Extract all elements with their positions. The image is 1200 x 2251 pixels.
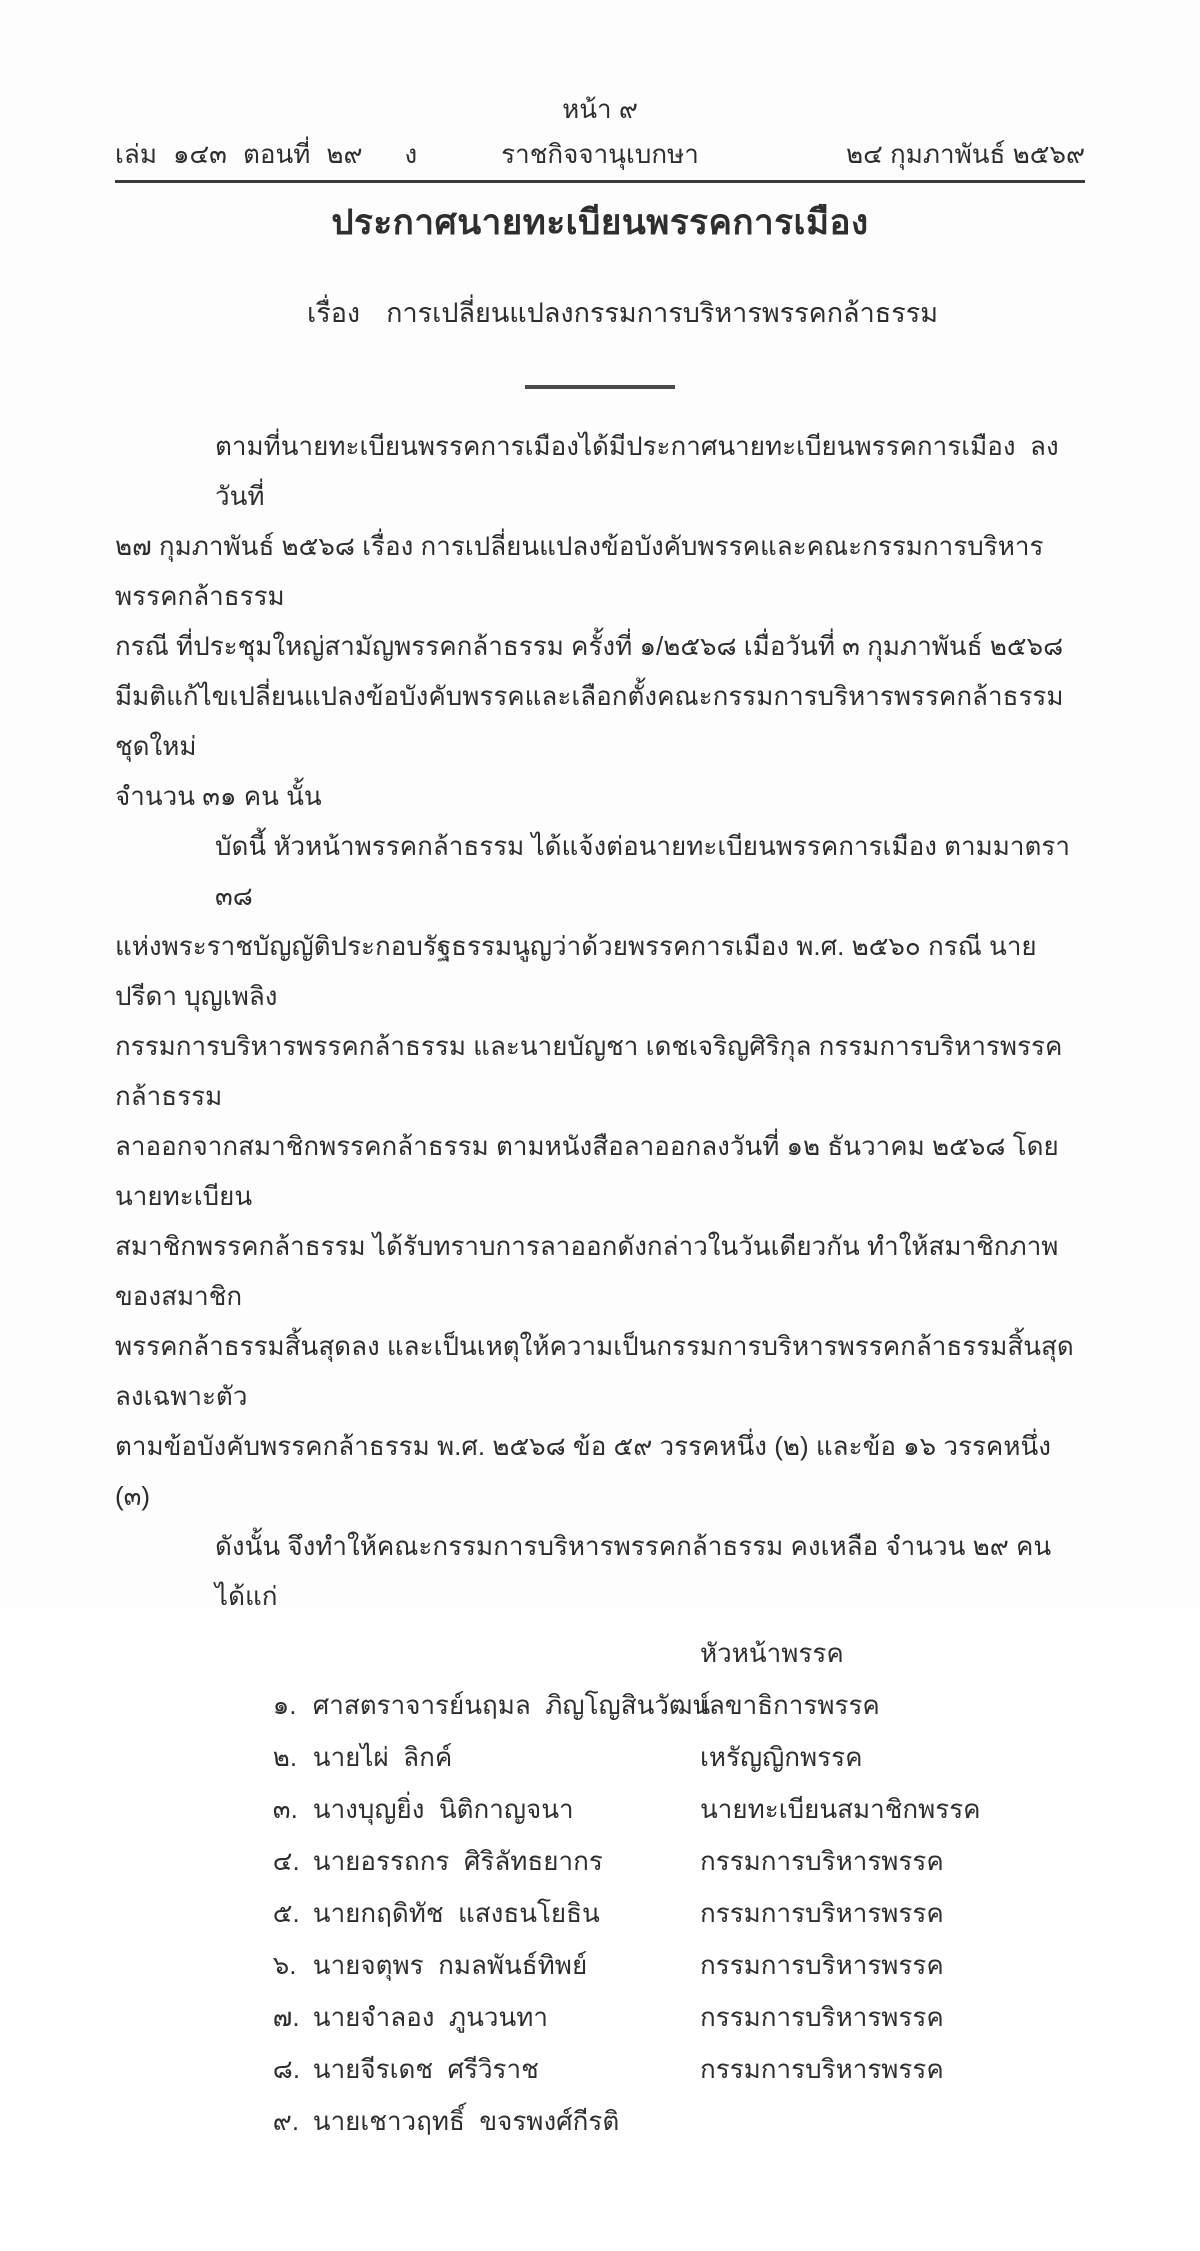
member-name: นายไผ่ ลิกค์ bbox=[312, 1742, 453, 1772]
committee-list bbox=[115, 1627, 1085, 2136]
header-rule bbox=[115, 180, 1085, 183]
member-name: นายเชาวฤทธิ์ ขจรพงศ์กีรติ bbox=[312, 2106, 620, 2136]
body-paragraph-3 bbox=[115, 1521, 1085, 1621]
body-line: บัดนี้ หัวหน้าพรรคกล้าธรรม ได้แจ้งต่อนายทะเบียนพรรคการเมือง ตามมาตรา ๓๘ bbox=[215, 831, 1078, 911]
body-line: พรรคกล้าธรรมสิ้นสุดลง และเป็นเหตุให้ความเป็นกรรมการบริหารพรรคกล้าธรรมสิ้นสุดลงเฉพาะตัว bbox=[115, 1331, 1074, 1411]
title-divider bbox=[525, 385, 675, 389]
member-position: กรรมการบริหารพรรค bbox=[700, 2054, 944, 2084]
body-line: มีมติแก้ไขเปลี่ยนแปลงข้อบังคับพรรคและเลือกตั้งคณะกรรมการบริหารพรรคกล้าธรรมชุดใหม่ bbox=[115, 681, 1064, 761]
member-position: เหรัญญิกพรรค bbox=[700, 1742, 863, 1772]
body-line: กรณี ที่ประชุมใหญ่สามัญพรรคกล้าธรรม ครั้งที่ ๑/๒๕๖๘ เมื่อวันที่ ๓ กุมภาพันธ์ ๒๕๖๘ bbox=[115, 631, 1064, 661]
page-content bbox=[115, 0, 1085, 2136]
member-index: ๒. bbox=[272, 1742, 298, 1772]
part-value: ๒๙ bbox=[326, 139, 363, 169]
member-index: ๓. bbox=[272, 1794, 298, 1824]
doc-subject bbox=[115, 253, 1085, 373]
committee-row bbox=[115, 1835, 1085, 1928]
member-index: ๙. bbox=[272, 2106, 300, 2136]
member-name: นายจีรเดช ศรีวิราช bbox=[312, 2054, 539, 2084]
member-name: นายอรรถกร ศิริลัทธยากร bbox=[312, 1846, 603, 1876]
member-name: นายจตุพร กมลพันธ์ทิพย์ bbox=[312, 1950, 588, 1980]
body-line: กรรมการบริหารพรรคกล้าธรรม และนายบัญชา เดชเจริญศิริกุล กรรมการบริหารพรรคกล้าธรรม bbox=[115, 1031, 1063, 1111]
body-line: ตามที่นายทะเบียนพรรคการเมืองได้มีประกาศนายทะเบียนพรรคการเมือง ลงวันที่ bbox=[215, 431, 1059, 511]
masthead-date: ๒๔ กุมภาพันธ์ ๒๕๖๙ bbox=[845, 139, 1085, 169]
volume-value: ๑๔๓ bbox=[172, 139, 227, 169]
member-position: นายทะเบียนสมาชิกพรรค bbox=[700, 1794, 981, 1824]
committee-row bbox=[115, 2043, 1085, 2136]
committee-row bbox=[115, 1887, 1085, 1980]
body-line: ลาออกจากสมาชิกพรรคกล้าธรรม ตามหนังสือลาออกลงวันที่ ๑๒ ธันวาคม ๒๕๖๘ โดยนายทะเบียน bbox=[115, 1131, 1059, 1211]
volume-label: เล่ม bbox=[115, 139, 157, 169]
member-name: นายจำลอง ภูนวนทา bbox=[312, 2002, 548, 2032]
body-line: ตามข้อบังคับพรรคกล้าธรรม พ.ศ. ๒๕๖๘ ข้อ ๕๙ วรรคหนึ่ง (๒) และข้อ ๑๖ วรรคหนึ่ง (๓) bbox=[115, 1431, 1059, 1511]
body-paragraph-1 bbox=[115, 421, 1085, 821]
member-index: ๘. bbox=[272, 2054, 301, 2084]
part-label: ตอนที่ bbox=[242, 139, 311, 169]
body-line: จำนวน ๓๑ คน นั้น bbox=[115, 781, 322, 811]
member-name: นายกฤดิทัช แสงธนโยธิน bbox=[312, 1898, 600, 1928]
member-index: ๗. bbox=[272, 2002, 300, 2032]
member-index: ๔. bbox=[272, 1846, 300, 1876]
member-position: กรรมการบริหารพรรค bbox=[700, 1846, 944, 1876]
member-index: ๑. bbox=[272, 1690, 297, 1720]
masthead-volume-part bbox=[115, 136, 417, 172]
section-letter: ง bbox=[404, 139, 418, 169]
member-position: กรรมการบริหารพรรค bbox=[700, 1950, 944, 1980]
body-line: สมาชิกพรรคกล้าธรรม ได้รับทราบการลาออกดังกล่าวในวันเดียวกัน ทำให้สมาชิกภาพของสมาชิก bbox=[115, 1231, 1059, 1311]
gazette-name: ราชกิจจานุเบกษา bbox=[501, 139, 699, 169]
member-name: นางบุญยิ่ง นิติกาญจนา bbox=[312, 1794, 574, 1824]
member-index: ๕. bbox=[272, 1898, 300, 1928]
member-name: ศาสตราจารย์นฤมล ภิญโญสินวัฒน์ bbox=[312, 1690, 711, 1720]
body-line: แห่งพระราชบัญญัติประกอบรัฐธรรมนูญว่าด้วยพรรคการเมือง พ.ศ. ๒๕๖๐ กรณี นายปรีดา บุญเพลิง bbox=[115, 931, 1037, 1011]
body-text bbox=[115, 421, 1085, 1621]
member-position: กรรมการบริหารพรรค bbox=[700, 2002, 944, 2032]
member-position: หัวหน้าพรรค bbox=[700, 1638, 844, 1668]
committee-row bbox=[115, 1939, 1085, 2032]
masthead bbox=[115, 136, 1085, 172]
body-line: ๒๗ กุมภาพันธ์ ๒๕๖๘ เรื่อง การเปลี่ยนแปลงข้อบังคับพรรคและคณะกรรมการบริหารพรรคกล้าธรรม bbox=[115, 531, 1044, 611]
body-line: ดังนั้น จึงทำให้คณะกรรมการบริหารพรรคกล้าธรรม คงเหลือ จำนวน ๒๙ คน ได้แก่ bbox=[215, 1531, 1059, 1611]
member-index: ๖. bbox=[272, 1950, 297, 1980]
member-position: กรรมการบริหารพรรค bbox=[700, 1898, 944, 1928]
subject-label: เรื่อง bbox=[306, 298, 361, 328]
committee-row bbox=[115, 1991, 1085, 2084]
doc-title: ประกาศนายทะเบียนพรรคการเมือง bbox=[331, 203, 869, 242]
page-number-label: หน้า ๙ bbox=[562, 94, 638, 124]
body-paragraph-2 bbox=[115, 821, 1085, 1521]
subject-text: การเปลี่ยนแปลงกรรมการบริหารพรรคกล้าธรรม bbox=[386, 298, 939, 328]
member-position: เลขาธิการพรรค bbox=[700, 1690, 880, 1720]
